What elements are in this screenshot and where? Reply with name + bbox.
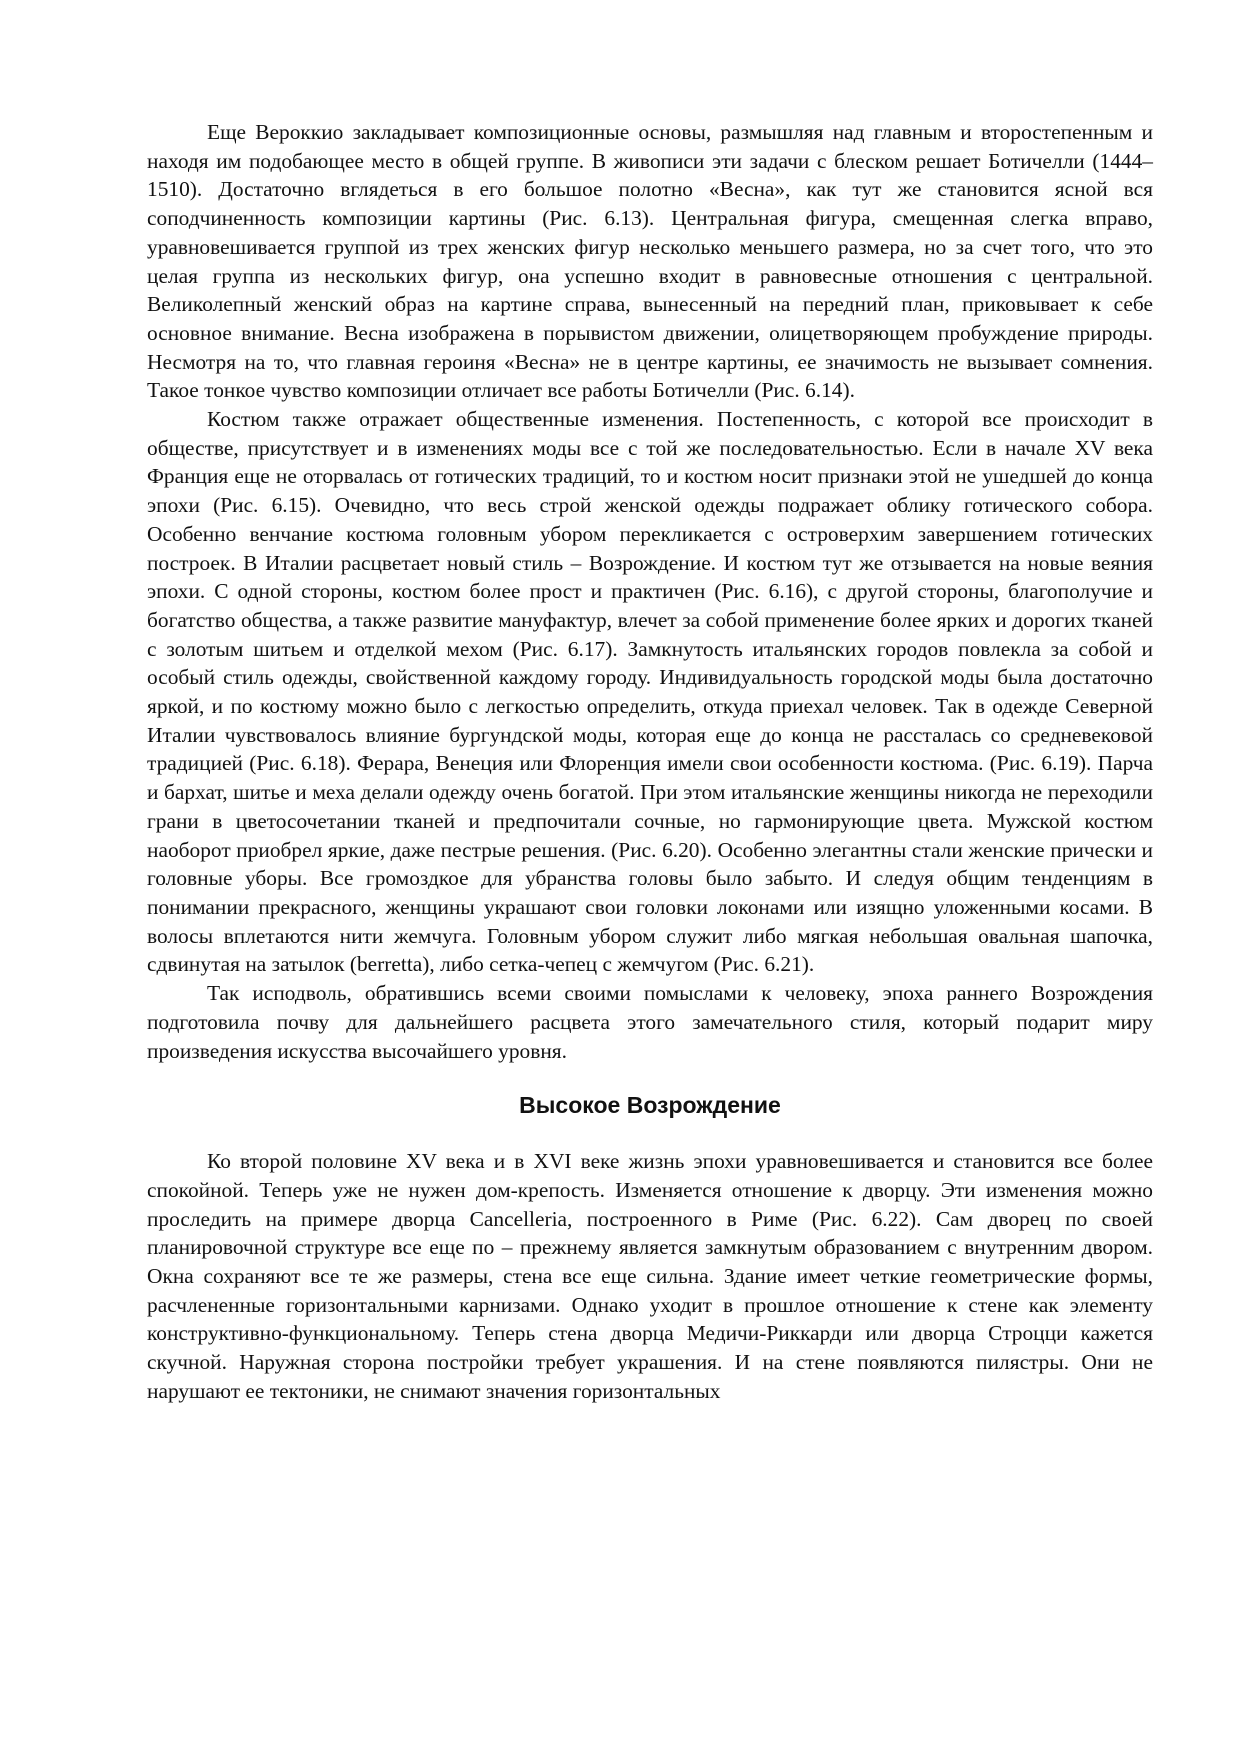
paragraph-high-renaissance: Ко второй половине XV века и в XVI веке жизнь эпохи уравновешивается и становится все более спокойной. Теперь уже не нужен дом-крепость. Изменяется отношение к дворцу. Эти изменения можно проследить на примере дворца Cancelleria, построенного в Риме (Рис. 6.22). Сам дворец по своей планировочной структуре все еще по – прежнему является замкнутым образованием с внутренним двором. Окна сохраняют все те же размеры, стена все еще сильна. Здание имеет четкие геометрические формы, расчлененные горизонтальными карнизами. Однако уходит в прошлое отношение к стене как элементу конструктивно-функциональному. Теперь стена дворца Медичи-Риккарди или дворца Строцци кажется скучной. Наружная сторона постройки требует украшения. И на стене появляются пилястры. Они не нарушают ее тектоники, не снимают значения горизонтальных	[147, 1149, 1153, 1403]
paragraph-botticelli-composition: Еще Вероккио закладывает композиционные основы, размышляя над главным и второстепенным и находя им подобающее место в общей группе. В живописи эти задачи с блеском решает Ботичелли (1444–1510). Достаточно вглядеться в его большое полотно «Весна», как тут же становится ясной вся соподчиненность композиции картины (Рис. 6.13). Центральная фигура, смещенная слегка вправо, уравновешивается группой из трех женских фигур несколько меньшего размера, но за счет того, что это целая группа из нескольких фигур, она успешно входит в равновесные отношения с центральной. Великолепный женский образ на картине справа, вынесенный на передний план, приковывает к себе основное внимание. Весна изображена в порывистом движении, олицетворяющем пробуждение природы. Несмотря на то, что главная героиня «Весна» не в центре картины, ее значимость не вызывает сомнения. Такое тонкое чувство композиции отличает все работы Ботичелли (Рис. 6.14).	[147, 120, 1153, 403]
document-page	[147, 118, 1153, 1406]
section-heading: Высокое Возрождение	[519, 1092, 781, 1119]
paragraph-costume: Костюм также отражает общественные изменения. Постепенность, с которой все происходит в обществе, присутствует и в изменениях моды все с той же последовательностью. Если в начале XV века Франция еще не оторвалась от готических традиций, то и костюм носит признаки этой не ушедшей до конца эпохи (Рис. 6.15). Очевидно, что весь строй женской одежды подражает облику готического собора. Особенно венчание костюма головным убором перекликается с островерхим завершением готических построек. В Италии расцветает новый стиль – Возрождение. И костюм тут же отзывается на новые веяния эпохи. С одной стороны, костюм более прост и практичен (Рис. 6.16), с другой стороны, благополучие и богатство общества, а также развитие мануфактур, влечет за собой применение более ярких и дорогих тканей с золотым шитьем и отделкой мехом (Рис. 6.17). Замкнутость итальянских городов повлекла за собой и особый стиль одежды, свойственной каждому городу. Индивидуальность городской моды была достаточно яркой, и по костюму можно было с легкостью определить, откуда приехал человек. Так в одежде Северной Италии чувствовалось влияние бургундской моды, которая еще до конца не рассталась со средневековой традицией (Рис. 6.18). Ферара, Венеция или Флоренция имели свои особенности костюма. (Рис. 6.19). Парча и бархат, шитье и меха делали одежду очень богатой. При этом итальянские женщины никогда не переходили грани в цветосочетании тканей и предпочитали сочные, но гармонирующие цвета. Мужской костюм наоборот приобрел яркие, даже пестрые решения. (Рис. 6.20). Особенно элегантны стали женские прически и головные уборы. Все громоздкое для убранства головы было забыто. И следуя общим тенденциям в понимании прекрасного, женщины украшают свои головки локонами или изящно уложенными косами. В волосы вплетаются нити жемчуга. Головным убором служит либо мягкая небольшая овальная шапочка, сдвинутая на затылок (berretta), либо сетка-чепец с жемчугом (Рис. 6.21).	[147, 407, 1153, 977]
paragraph-early-renaissance-conclusion: Так исподволь, обратившись всеми своими помыслами к человеку, эпоха раннего Возрождения подготовила почву для дальнейшего расцвета этого замечательного стиля, который подарит миру произведения искусства высочайшего уровня.	[147, 981, 1153, 1063]
